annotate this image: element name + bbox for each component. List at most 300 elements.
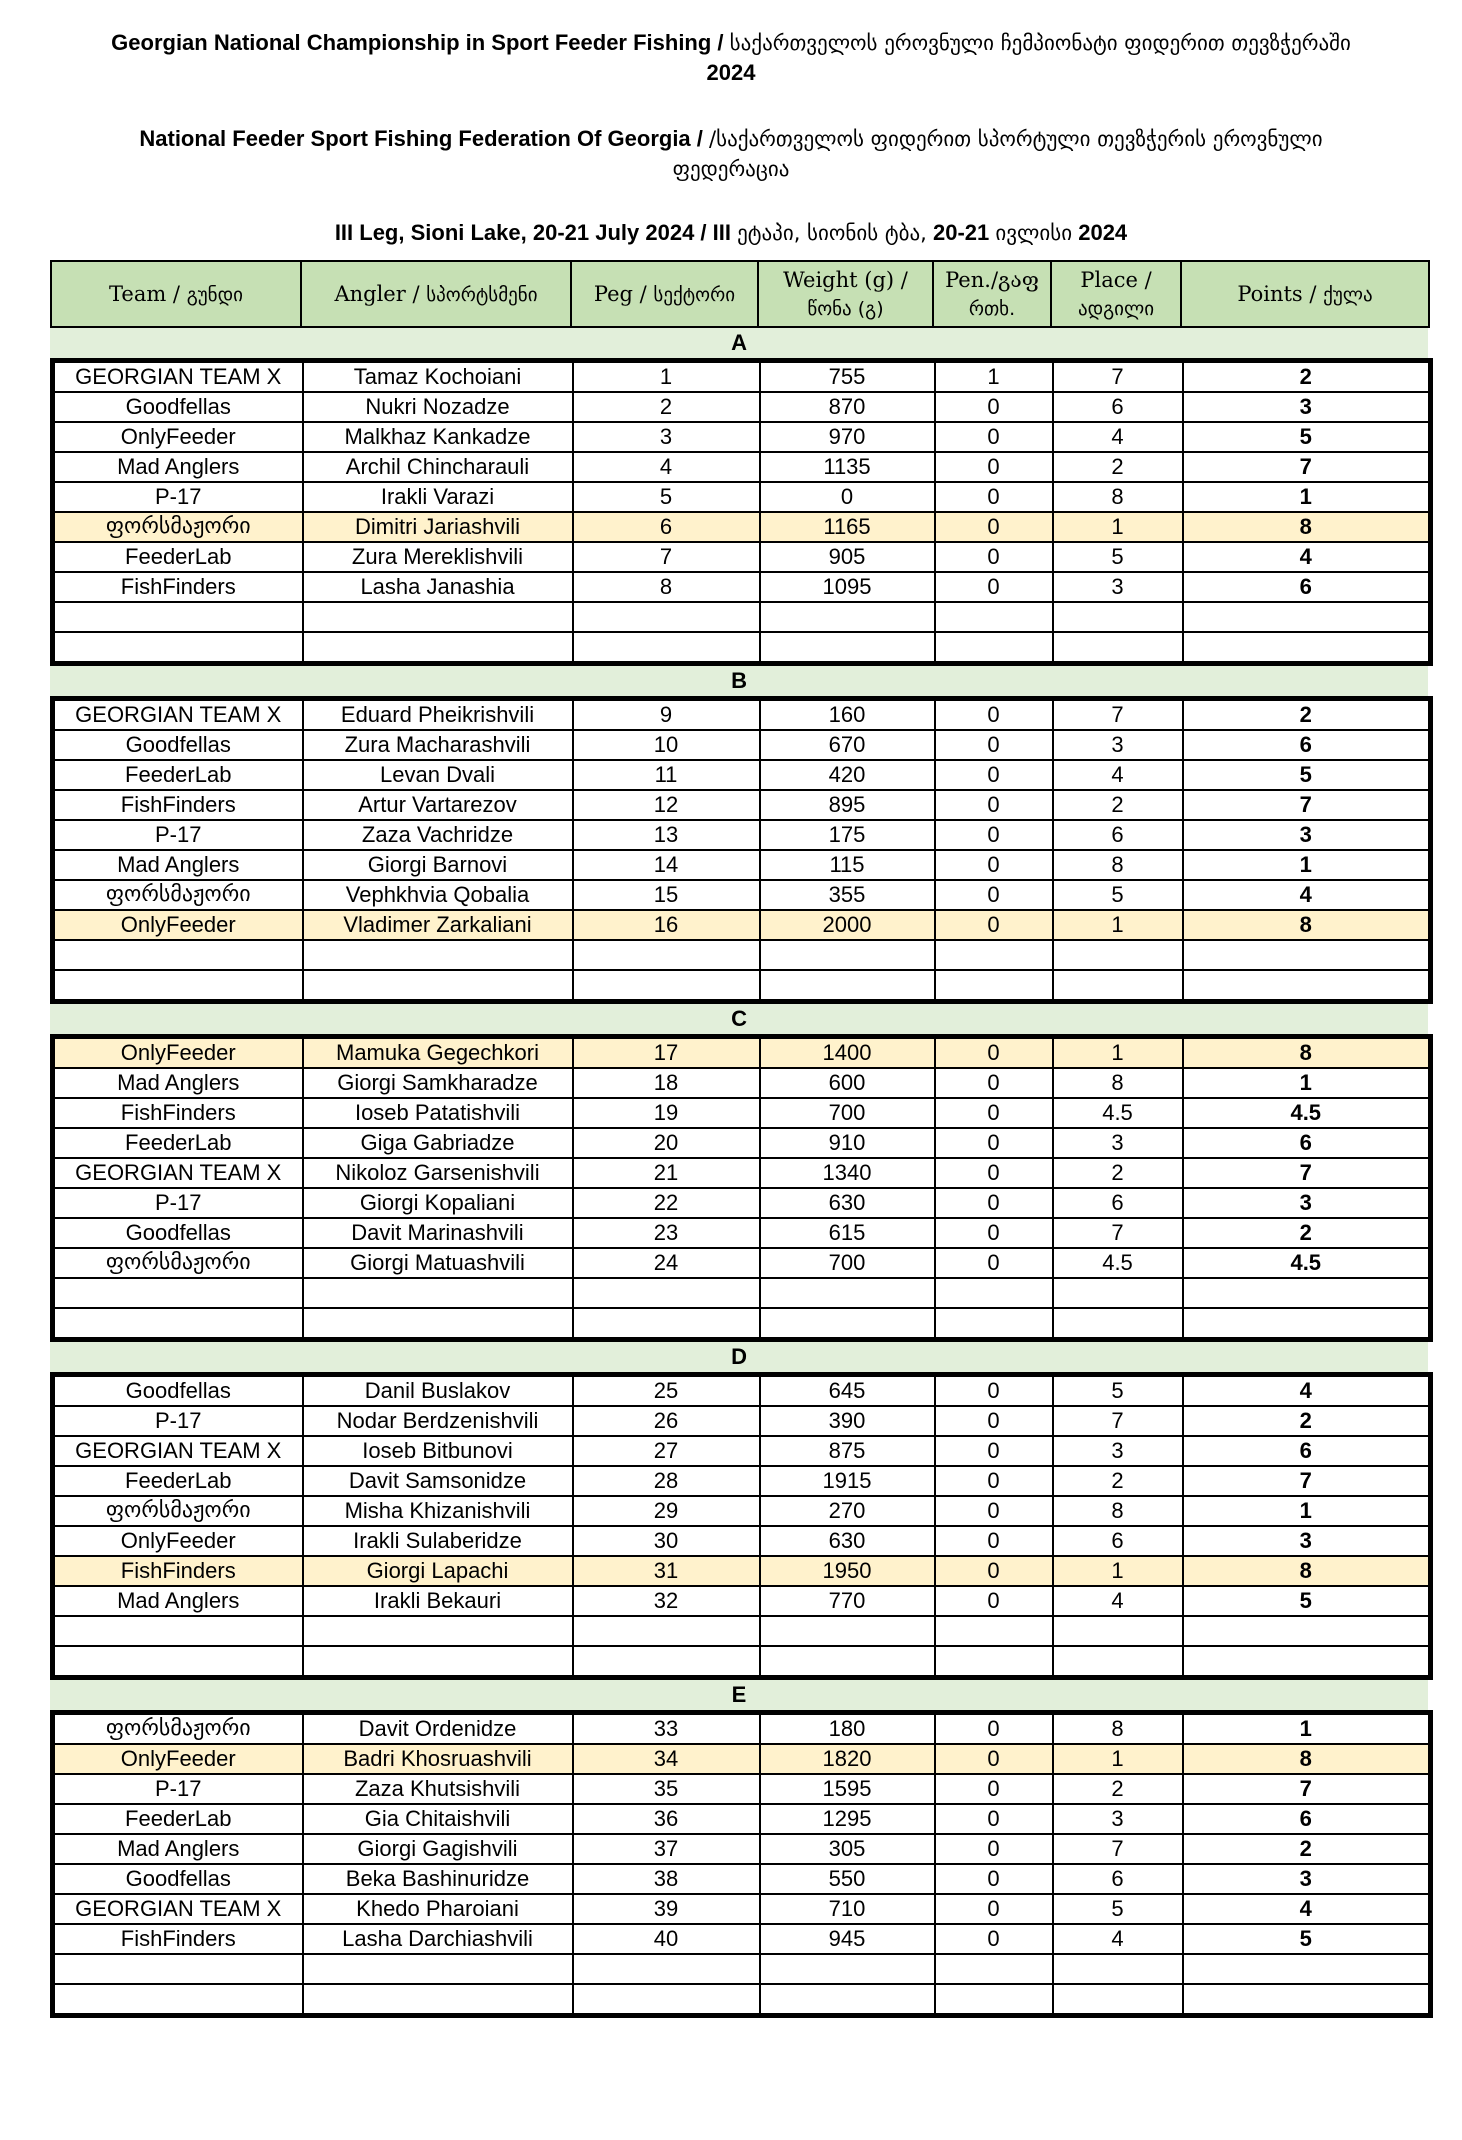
weight-cell: 615 [760,1218,935,1248]
weight-cell: 945 [760,1924,935,1954]
team-cell: Mad Anglers [53,1834,303,1864]
section-header-c [50,1004,1428,1034]
weight-cell: 180 [760,1713,935,1745]
penalty-cell: 0 [935,1068,1053,1098]
points-cell: 8 [1183,1037,1431,1069]
points-cell: 1 [1183,850,1431,880]
angler-cell: Giga Gabriadze [303,1128,573,1158]
event-ka-date: 20-21 [932,220,990,245]
place-cell: 4 [1053,1586,1183,1616]
angler-cell: Zura Mereklishvili [303,542,573,572]
table-row [53,1894,1431,1924]
penalty-cell: 0 [935,392,1053,422]
table-row [53,1496,1431,1526]
group-table-d [50,1372,1433,1680]
points-cell [1183,1308,1431,1340]
weight-cell [760,632,935,664]
weight-cell: 355 [760,880,935,910]
weight-cell: 1595 [760,1774,935,1804]
points-cell: 4.5 [1183,1248,1431,1278]
penalty-cell [935,1984,1053,2016]
team-cell: ფორსმაჟორი [53,1248,303,1278]
place-cell: 7 [1053,1406,1183,1436]
team-cell: P-17 [53,482,303,512]
penalty-cell [935,1616,1053,1646]
team-cell [53,632,303,664]
penalty-cell: 0 [935,1496,1053,1526]
place-cell: 6 [1053,1188,1183,1218]
event-ka-1: ეტაპი, სიონის ტბა, [737,221,927,245]
team-cell: ფორსმაჟორი [53,880,303,910]
place-cell: 6 [1053,1526,1183,1556]
points-cell [1183,1954,1431,1984]
weight-cell: 175 [760,820,935,850]
championship-title [0,28,1462,88]
weight-cell [760,1646,935,1678]
sections-container [50,328,1428,2018]
peg-cell: 4 [573,452,760,482]
table-row [53,1586,1431,1616]
table-row [53,790,1431,820]
peg-cell: 31 [573,1556,760,1586]
angler-cell: Eduard Pheikrishvili [303,699,573,731]
table-row [53,820,1431,850]
place-cell: 8 [1053,850,1183,880]
table-row [53,572,1431,602]
table-row [53,699,1431,731]
team-cell: ფორსმაჟორი [53,1496,303,1526]
angler-cell [303,632,573,664]
table-row [53,1158,1431,1188]
peg-cell: 34 [573,1744,760,1774]
table-row [53,850,1431,880]
points-cell: 3 [1183,1188,1431,1218]
penalty-cell: 0 [935,1375,1053,1407]
penalty-cell [935,602,1053,632]
place-cell: 1 [1053,1037,1183,1069]
weight-cell: 600 [760,1068,935,1098]
team-cell: P-17 [53,1406,303,1436]
peg-cell: 11 [573,760,760,790]
place-cell [1053,1616,1183,1646]
empty-row [53,1308,1431,1340]
penalty-cell: 0 [935,1713,1053,1745]
angler-cell: Lasha Janashia [303,572,573,602]
team-cell: P-17 [53,1188,303,1218]
empty-row [53,1646,1431,1678]
team-cell [53,1646,303,1678]
peg-cell: 9 [573,699,760,731]
empty-row [53,1954,1431,1984]
penalty-cell: 0 [935,452,1053,482]
team-cell [53,1954,303,1984]
weight-cell: 870 [760,392,935,422]
team-cell: ფორსმაჟორი [53,1713,303,1745]
penalty-cell: 0 [935,1188,1053,1218]
weight-cell: 875 [760,1436,935,1466]
peg-cell: 7 [573,542,760,572]
weight-cell: 970 [760,422,935,452]
weight-cell [760,1954,935,1984]
weight-cell: 630 [760,1188,935,1218]
points-cell: 6 [1183,730,1431,760]
points-cell: 1 [1183,1068,1431,1098]
section-label: E [50,1680,1428,1710]
table-row [53,1804,1431,1834]
angler-cell [303,1278,573,1308]
section-header-a [50,328,1428,358]
table-row [53,1744,1431,1774]
place-cell: 5 [1053,542,1183,572]
col-header-place: Place / ადგილი [1051,261,1181,327]
angler-cell: Giorgi Samkharadze [303,1068,573,1098]
points-cell [1183,602,1431,632]
penalty-cell: 0 [935,1894,1053,1924]
penalty-cell [935,1954,1053,1984]
points-cell: 5 [1183,1924,1431,1954]
angler-cell [303,970,573,1002]
weight-cell: 1340 [760,1158,935,1188]
place-cell: 2 [1053,1466,1183,1496]
peg-cell: 33 [573,1713,760,1745]
peg-cell: 32 [573,1586,760,1616]
team-cell: OnlyFeeder [53,1037,303,1069]
points-cell: 4 [1183,1375,1431,1407]
team-cell: FishFinders [53,1924,303,1954]
penalty-cell: 0 [935,422,1053,452]
empty-row [53,1616,1431,1646]
angler-cell: Tamaz Kochoiani [303,361,573,393]
weight-cell [760,1308,935,1340]
peg-cell [573,970,760,1002]
points-cell [1183,1646,1431,1678]
points-cell: 8 [1183,910,1431,940]
weight-cell: 910 [760,1128,935,1158]
col-header-peg: Peg / სექტორი [571,261,758,327]
angler-cell: Danil Buslakov [303,1375,573,1407]
points-cell: 5 [1183,422,1431,452]
team-cell: OnlyFeeder [53,1744,303,1774]
weight-cell: 700 [760,1098,935,1128]
table-row [53,1864,1431,1894]
peg-cell [573,1616,760,1646]
table-row [53,1218,1431,1248]
team-cell: OnlyFeeder [53,1526,303,1556]
table-row [53,910,1431,940]
points-cell: 4.5 [1183,1098,1431,1128]
points-cell: 8 [1183,1556,1431,1586]
weight-cell: 390 [760,1406,935,1436]
group-table-e [50,1710,1433,2018]
table-row [53,1188,1431,1218]
points-cell: 6 [1183,1128,1431,1158]
team-cell [53,940,303,970]
angler-cell: Davit Samsonidze [303,1466,573,1496]
peg-cell: 40 [573,1924,760,1954]
angler-cell: Lasha Darchiashvili [303,1924,573,1954]
peg-cell: 29 [573,1496,760,1526]
points-cell [1183,940,1431,970]
col-header-team: Team / გუნდი [51,261,301,327]
place-cell: 7 [1053,361,1183,393]
col-header-angler: Angler / სპორტსმენი [301,261,571,327]
table-row [53,1375,1431,1407]
group-table-c [50,1034,1433,1342]
place-cell: 3 [1053,1436,1183,1466]
weight-cell: 710 [760,1894,935,1924]
section-header-e [50,1680,1428,1710]
points-cell [1183,1278,1431,1308]
points-cell: 5 [1183,1586,1431,1616]
place-cell: 5 [1053,1375,1183,1407]
federation-title [0,124,1462,184]
angler-cell: Nodar Berdzenishvili [303,1406,573,1436]
penalty-cell: 0 [935,572,1053,602]
peg-cell: 20 [573,1128,760,1158]
penalty-cell: 0 [935,760,1053,790]
team-cell: OnlyFeeder [53,910,303,940]
angler-cell: Davit Marinashvili [303,1218,573,1248]
weight-cell [760,1984,935,2016]
penalty-cell: 0 [935,542,1053,572]
points-cell: 6 [1183,1804,1431,1834]
angler-cell: Levan Dvali [303,760,573,790]
team-cell: FeederLab [53,1466,303,1496]
event-ka-year: 2024 [1078,220,1128,245]
team-cell: OnlyFeeder [53,422,303,452]
penalty-cell: 0 [935,1526,1053,1556]
penalty-cell [935,632,1053,664]
team-cell: FeederLab [53,1128,303,1158]
col-header-points: Points / ქულა [1181,261,1429,327]
points-cell: 3 [1183,1526,1431,1556]
place-cell: 6 [1053,392,1183,422]
results-sheet [50,260,1428,2018]
place-cell: 8 [1053,482,1183,512]
weight-cell: 630 [760,1526,935,1556]
place-cell: 5 [1053,1894,1183,1924]
penalty-cell: 0 [935,1128,1053,1158]
team-cell: P-17 [53,820,303,850]
peg-cell: 14 [573,850,760,880]
angler-cell [303,1954,573,1984]
points-cell: 4 [1183,880,1431,910]
place-cell: 3 [1053,1804,1183,1834]
angler-cell: Irakli Bekauri [303,1586,573,1616]
weight-cell: 1295 [760,1804,935,1834]
table-row [53,1436,1431,1466]
place-cell: 1 [1053,1744,1183,1774]
table-row [53,361,1431,393]
table-row [53,1526,1431,1556]
section-label: B [50,666,1428,696]
team-cell: FeederLab [53,542,303,572]
angler-cell: Giorgi Barnovi [303,850,573,880]
team-cell: ფორსმაჟორი [53,512,303,542]
team-cell: FishFinders [53,572,303,602]
table-row [53,1248,1431,1278]
peg-cell: 1 [573,361,760,393]
place-cell: 3 [1053,1128,1183,1158]
weight-cell: 700 [760,1248,935,1278]
section-header-b [50,666,1428,696]
place-cell: 5 [1053,880,1183,910]
points-cell: 8 [1183,512,1431,542]
table-row [53,1406,1431,1436]
penalty-cell [935,1278,1053,1308]
peg-cell: 6 [573,512,760,542]
angler-cell: Vladimer Zarkaliani [303,910,573,940]
table-row [53,760,1431,790]
penalty-cell: 0 [935,1744,1053,1774]
peg-cell: 36 [573,1804,760,1834]
angler-cell: Giorgi Kopaliani [303,1188,573,1218]
team-cell: FeederLab [53,1804,303,1834]
points-cell: 2 [1183,1218,1431,1248]
weight-cell: 1135 [760,452,935,482]
angler-cell: Giorgi Lapachi [303,1556,573,1586]
place-cell [1053,602,1183,632]
peg-cell [573,940,760,970]
title-en: Georgian National Championship in Sport Feeder Fishing / [111,30,724,55]
weight-cell: 670 [760,730,935,760]
place-cell: 2 [1053,1774,1183,1804]
empty-row [53,1984,1431,2016]
weight-cell: 270 [760,1496,935,1526]
angler-cell: Zura Macharashvili [303,730,573,760]
points-cell: 2 [1183,361,1431,393]
penalty-cell: 0 [935,730,1053,760]
peg-cell: 19 [573,1098,760,1128]
penalty-cell: 1 [935,361,1053,393]
points-cell: 1 [1183,482,1431,512]
penalty-cell: 0 [935,820,1053,850]
penalty-cell: 0 [935,1406,1053,1436]
peg-cell: 35 [573,1774,760,1804]
place-cell [1053,1308,1183,1340]
table-row [53,422,1431,452]
points-cell: 7 [1183,790,1431,820]
peg-cell [573,1954,760,1984]
team-cell: Goodfellas [53,730,303,760]
table-row [53,452,1431,482]
penalty-cell [935,970,1053,1002]
peg-cell [573,1308,760,1340]
angler-cell [303,1646,573,1678]
place-cell: 8 [1053,1713,1183,1745]
points-cell: 1 [1183,1713,1431,1745]
angler-cell: Irakli Varazi [303,482,573,512]
penalty-cell: 0 [935,1924,1053,1954]
angler-cell: Zaza Khutsishvili [303,1774,573,1804]
penalty-cell: 0 [935,1098,1053,1128]
peg-cell: 12 [573,790,760,820]
penalty-cell: 0 [935,1037,1053,1069]
table-row [53,1774,1431,1804]
weight-cell [760,970,935,1002]
weight-cell: 305 [760,1834,935,1864]
weight-cell: 2000 [760,910,935,940]
peg-cell: 23 [573,1218,760,1248]
weight-cell: 1400 [760,1037,935,1069]
weight-cell [760,602,935,632]
team-cell: Mad Anglers [53,1586,303,1616]
angler-cell: Artur Vartarezov [303,790,573,820]
team-cell: FishFinders [53,1556,303,1586]
angler-cell: Nukri Nozadze [303,392,573,422]
place-cell [1053,632,1183,664]
angler-cell: Giorgi Gagishvili [303,1834,573,1864]
table-row [53,512,1431,542]
peg-cell: 17 [573,1037,760,1069]
place-cell: 7 [1053,699,1183,731]
points-cell: 8 [1183,1744,1431,1774]
place-cell: 4 [1053,760,1183,790]
peg-cell: 38 [573,1864,760,1894]
angler-cell: Vephkhvia Qobalia [303,880,573,910]
federation-en: National Feeder Sport Fishing Federation Of Georgia / [139,126,703,151]
points-cell: 7 [1183,452,1431,482]
place-cell: 8 [1053,1068,1183,1098]
penalty-cell: 0 [935,790,1053,820]
empty-row [53,1278,1431,1308]
points-cell: 6 [1183,572,1431,602]
peg-cell: 16 [573,910,760,940]
place-cell: 2 [1053,790,1183,820]
angler-cell: Zaza Vachridze [303,820,573,850]
penalty-cell [935,1646,1053,1678]
penalty-cell: 0 [935,1556,1053,1586]
weight-cell: 160 [760,699,935,731]
peg-cell: 15 [573,880,760,910]
points-cell: 3 [1183,392,1431,422]
team-cell: GEORGIAN TEAM X [53,1894,303,1924]
team-cell: GEORGIAN TEAM X [53,699,303,731]
points-cell: 7 [1183,1158,1431,1188]
team-cell [53,1616,303,1646]
weight-cell [760,1278,935,1308]
team-cell: Goodfellas [53,392,303,422]
place-cell: 7 [1053,1218,1183,1248]
penalty-cell: 0 [935,1466,1053,1496]
peg-cell: 39 [573,1894,760,1924]
penalty-cell: 0 [935,910,1053,940]
section-label: D [50,1342,1428,1372]
points-cell [1183,1984,1431,2016]
penalty-cell: 0 [935,1834,1053,1864]
angler-cell [303,602,573,632]
place-cell: 4.5 [1053,1248,1183,1278]
angler-cell: Mamuka Gegechkori [303,1037,573,1069]
team-cell: GEORGIAN TEAM X [53,1436,303,1466]
angler-cell: Giorgi Matuashvili [303,1248,573,1278]
team-cell: GEORGIAN TEAM X [53,1158,303,1188]
points-cell: 5 [1183,760,1431,790]
peg-cell: 27 [573,1436,760,1466]
angler-cell [303,1308,573,1340]
empty-row [53,632,1431,664]
peg-cell [573,1646,760,1678]
weight-cell: 550 [760,1864,935,1894]
penalty-cell [935,940,1053,970]
team-cell: Mad Anglers [53,850,303,880]
weight-cell: 645 [760,1375,935,1407]
penalty-cell: 0 [935,1218,1053,1248]
angler-cell: Nikoloz Garsenishvili [303,1158,573,1188]
team-cell: Mad Anglers [53,452,303,482]
weight-cell: 1165 [760,512,935,542]
place-cell: 3 [1053,572,1183,602]
